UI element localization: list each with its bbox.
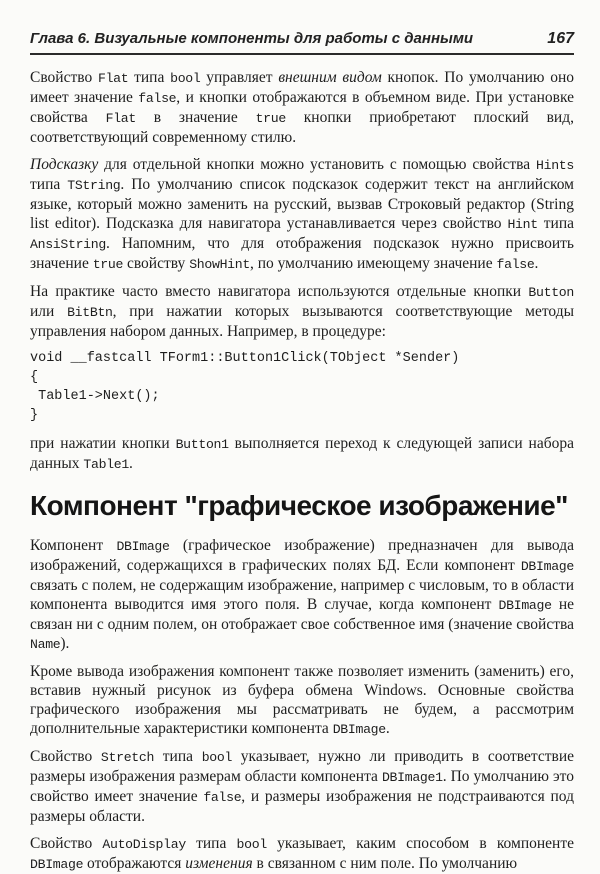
text-run: типа xyxy=(30,176,68,193)
text-run: AutoDisplay xyxy=(102,836,186,852)
text-run: внешним видом xyxy=(278,69,382,86)
text-run: выполняется переход к следующей записи набора данных xyxy=(30,435,574,472)
text-run: Name xyxy=(30,636,61,652)
text-run: в значение xyxy=(135,109,256,126)
paragraph-hints-property xyxy=(30,155,574,274)
text-run: Hints xyxy=(536,158,574,173)
paragraph-dbimage-intro xyxy=(30,536,574,654)
text-run: свойству xyxy=(123,255,190,272)
text-run: Stretch xyxy=(100,749,155,765)
text-run: указывает, нужно ли приводить в соответствие размеры изображения размерам области компонента xyxy=(30,747,575,785)
text-run: Компонент xyxy=(30,536,117,554)
paragraph-flat-property xyxy=(30,68,574,147)
text-run: Table1 xyxy=(83,457,129,472)
text-run: в связанном с ним поле. По умолчанию xyxy=(252,854,518,872)
text-run: отображаются xyxy=(83,854,186,872)
text-run: Button1 xyxy=(175,437,229,452)
text-run: связать с полем, не содержащим изображение, например с числовым, то в области компонента выводится имя этого поля. В случае, когда компонент xyxy=(30,576,574,613)
code-block xyxy=(30,349,574,425)
text-run: AnsiString xyxy=(30,237,106,252)
text-run: bool xyxy=(236,836,267,852)
text-run: Свойство xyxy=(30,834,103,852)
text-run: . xyxy=(534,255,539,272)
paragraph-stretch-property xyxy=(30,747,574,826)
text-run: ). xyxy=(60,634,70,652)
text-run: DBImage xyxy=(498,597,552,613)
paragraph-buttons-usage xyxy=(30,282,574,341)
text-run: . По умолчанию список подсказок содержит текст на английском языке, который можно заменить на русский, вызвав Строковый редактор (String list editor). Подсказка для навигатора устанавливается через свойство xyxy=(30,176,574,232)
paragraph-autodisplay-property xyxy=(30,834,574,874)
section-heading: Компонент "графическое изображение" xyxy=(30,490,568,521)
text-run: . По умолчанию это свойство имеет значение xyxy=(30,767,574,805)
text-run: , и размеры изображения не подстраиваются под размеры области. xyxy=(30,787,574,825)
text-run: , и кнопки отображаются в объемном виде. При установке свойства xyxy=(30,89,574,126)
text-run: Свойство xyxy=(30,69,98,86)
text-run: управляет xyxy=(200,69,279,86)
text-run: bool xyxy=(170,71,201,86)
text-run: DBImage xyxy=(30,856,84,872)
text-run: true xyxy=(92,257,124,272)
code-line: void __fastcall TForm1::Button1Click(TObject *Sender) xyxy=(30,351,460,366)
text-run: или xyxy=(30,303,68,320)
text-run: true xyxy=(255,111,286,126)
text-run: для отдельной кнопки можно установить с помощью свойства xyxy=(98,156,537,173)
text-run: типа xyxy=(185,834,237,852)
chapter-title: Глава 6. Визуальные компоненты для работы с данными xyxy=(30,30,474,47)
text-run: false xyxy=(496,257,535,272)
code-line: } xyxy=(30,408,39,423)
text-run: кнопок. По умолчанию оно имеет значение xyxy=(30,69,575,106)
text-run: . Напомним, что для отображения подсказок нужно присвоить значение xyxy=(30,235,574,272)
text-run: false xyxy=(203,789,242,805)
text-run: Hint xyxy=(507,217,538,232)
text-run: типа xyxy=(537,215,574,232)
text-run: изменения xyxy=(185,854,253,872)
running-head xyxy=(30,30,574,55)
text-run: ShowHint xyxy=(189,257,250,272)
text-run: DBImage xyxy=(332,721,386,737)
text-run: при нажатии кнопки xyxy=(30,435,176,452)
text-run: типа xyxy=(154,747,202,765)
text-run: . xyxy=(385,719,390,737)
text-run: false xyxy=(138,91,177,106)
paragraph-button1-result xyxy=(30,434,574,474)
text-run: DBImage xyxy=(116,538,170,554)
text-run: указывает, каким способом в компоненте xyxy=(266,834,574,852)
text-run: Flat xyxy=(97,71,129,86)
text-run: кнопки приобретают плоский вид, соответствующий современному стилю. xyxy=(30,109,574,146)
text-run: Свойство xyxy=(30,747,101,765)
text-run: Button xyxy=(528,285,574,300)
text-run: (графическое изображение) предназначен для вывода изображений, содержащихся в графических полях БД. Если компонент xyxy=(30,536,574,574)
text-run: , при нажатии которых вызываются соответствующие методы управления набором данных. Например, в процедуре: xyxy=(30,303,574,340)
text-run: не связан ни с одним полем, он отображает свое собственное имя (значение свойства xyxy=(30,595,574,633)
text-run: BitBtn xyxy=(67,305,113,320)
text-run: Flat xyxy=(105,111,136,126)
text-run: Подсказку xyxy=(30,156,99,173)
text-run: На практике часто вместо навигатора используются отдельные кнопки xyxy=(30,283,529,300)
text-run: , по умолчанию имеющему значение xyxy=(249,255,497,272)
paragraph-dbimage-clipboard xyxy=(30,662,574,739)
code-line: { xyxy=(30,370,39,385)
text-run: DBImage1 xyxy=(381,769,443,785)
text-run: bool xyxy=(201,749,233,765)
text-run: TString xyxy=(67,178,121,193)
page-number: 167 xyxy=(547,30,574,47)
text-run: . xyxy=(128,455,133,472)
text-run: типа xyxy=(128,69,171,86)
text-run: DBImage xyxy=(520,558,574,574)
code-line: Table1->Next(); xyxy=(30,389,160,404)
text-run: Кроме вывода изображения компонент также позволяет изменить (заменить) его, вставив нужный рисунок из буфера обмена Windows. Основные свойства графического изображения мы рассматривать не будем, а рассмотрим дополнительные характеристики компонента xyxy=(30,662,574,737)
